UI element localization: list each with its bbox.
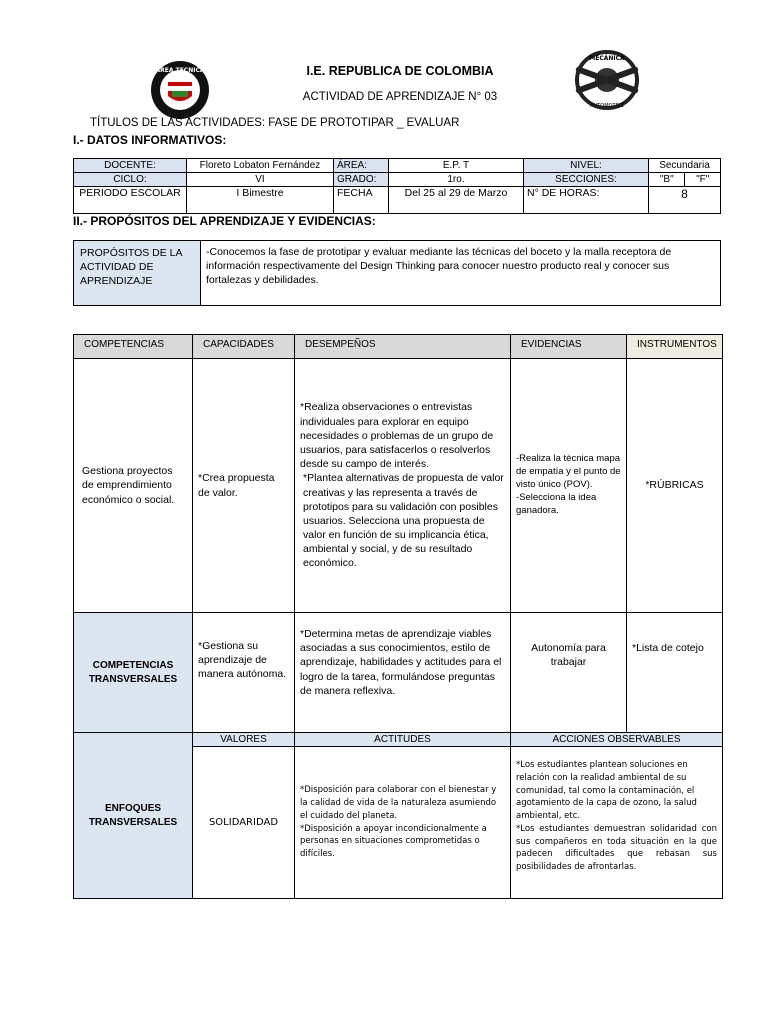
section-propositos: II.- PROPÓSITOS DEL APRENDIZAJE Y EVIDENCIAS: xyxy=(73,214,376,228)
accion-soluciones: *Los estudiantes plantean soluciones en relación con la realidad ambiental de su comunidad, tal como la contaminación, el agotamiento de la capa de ozono, la salud ambiental, etc. xyxy=(516,760,697,821)
evidencia-autonomia: Autonomía para trabajar xyxy=(531,642,606,669)
mecanica-automotriz-logo xyxy=(568,50,646,110)
secciones-label: SECCIONES: xyxy=(524,173,649,187)
instrumento-lista: *Lista de cotejo xyxy=(632,642,704,654)
docente-value: Floreto Lobaton Fernández xyxy=(187,159,334,173)
competencia-emprendimiento: Gestiona proyectos de emprendimiento económico o social. xyxy=(82,465,175,506)
purpose-label: PROPÓSITOS DE LA ACTIVIDAD DE APRENDIZAJE xyxy=(74,241,201,306)
evidencia-idea: -Selecciona la idea ganadora. xyxy=(516,491,597,516)
header-instrumentos: INSTRUMENTOS xyxy=(627,335,723,359)
fecha-value: Del 25 al 29 de Marzo xyxy=(389,187,524,214)
instrumento-rubricas: *RÚBRICAS xyxy=(645,479,704,492)
school-name: I.E. REPUBLICA DE COLOMBIA xyxy=(306,64,494,78)
desempeno-observaciones: *Realiza observaciones o entrevistas individuales para explorar en equipo necesidades o problemas de un grupo de usuarios, para satisfacerlos o resolverlos desde su campo de interés. xyxy=(300,401,494,471)
activity-number: ACTIVIDAD DE APRENDIZAJE N° 03 xyxy=(302,91,498,103)
info-table xyxy=(73,158,721,214)
purpose-text: -Conocemos la fase de prototipar y evaluar mediante las técnicas del boceto y la malla receptora de información respectivamente del Design Thinking para conocer nuestro producto real y conocer sus fortalezas y debilidades. xyxy=(201,241,721,306)
desempeno-alternativas: *Plantea alternativas de propuesta de valor creativas y las representa a través de prototipos para su validación con posibles usuarios. Selecciona una propuesta de valor en función de su implicancia ética, ambiental y social, y de su resultado económico. xyxy=(303,472,504,570)
header-capacidades: CAPACIDADES xyxy=(193,335,295,359)
area-tecnica-logo xyxy=(150,60,210,120)
actitud-apoyar: *Disposición a apoyar incondicionalmente a personas en situaciones comprometidas o difíciles. xyxy=(300,823,487,859)
grado-value: 1ro. xyxy=(389,173,524,187)
ciclo-value: VI xyxy=(187,173,334,187)
competencias-transversales: COMPETENCIAS TRANSVERSALES xyxy=(88,660,178,685)
section-datos: I.- DATOS INFORMATIVOS: xyxy=(73,133,227,147)
ciclo-label: CICLO: xyxy=(74,173,187,187)
actitud-colaborar: *Disposición para colaborar con el bienestar y la calidad de vida de la naturaleza asumiendo el cuidado del planeta. xyxy=(300,785,497,821)
capacidad-propuesta: *Crea propuesta de valor. xyxy=(198,472,275,499)
horas-value: 8 xyxy=(649,187,721,214)
nivel-value: Secundaria xyxy=(649,159,721,173)
area-label: ÁREA: xyxy=(334,159,389,173)
header-valores: VALORES xyxy=(193,733,295,747)
section-b: "B" xyxy=(649,173,685,187)
fecha-label: FECHA xyxy=(334,187,389,214)
accion-solidaridad: *Los estudiantes demuestran solidaridad con sus compañeros en toda situación en la que padecen dificultades que rebasan sus posibilidades de afrontarlas. xyxy=(516,823,717,872)
header-desempenos: DESEMPEÑOS xyxy=(295,335,511,359)
svg-text:AUTOMOTRIZ: AUTOMOTRIZ xyxy=(590,103,624,109)
header-acciones: ACCIONES OBSERVABLES xyxy=(511,733,723,747)
desempeno-metas: *Determina metas de aprendizaje viables asociadas a sus conocimientos, estilo de aprendizaje, habilidades y actitudes para el logro de la tarea, formulándose preguntas de manera reflexiva. xyxy=(300,628,502,697)
horas-label: N° DE HORAS: xyxy=(524,187,649,214)
competencies-table xyxy=(73,334,723,899)
header-actitudes: ACTITUDES xyxy=(295,733,511,747)
capacidad-gestiona: *Gestiona su aprendizaje de manera autónoma. xyxy=(198,640,287,681)
nivel-label: NIVEL: xyxy=(524,159,649,173)
periodo-label: PERIODO ESCOLAR xyxy=(74,187,187,214)
enfoques-transversales: ENFOQUES TRANSVERSALES xyxy=(88,803,178,828)
grado-label: GRADO: xyxy=(334,173,389,187)
header-competencias: COMPETENCIAS xyxy=(74,335,193,359)
periodo-value: I Bimestre xyxy=(187,187,334,214)
valor-solidaridad: SOLIDARIDAD xyxy=(208,817,279,828)
area-value: E.P. T xyxy=(389,159,524,173)
purpose-table xyxy=(73,240,721,306)
section-f: "F" xyxy=(685,173,721,187)
svg-text:MECÁNICA: MECÁNICA xyxy=(589,55,625,62)
docente-label: DOCENTE: xyxy=(74,159,187,173)
header-evidencias: EVIDENCIAS xyxy=(511,335,627,359)
activity-titles: TÍTULOS DE LAS ACTIVIDADES: FASE DE PROTOTIPAR _ EVALUAR xyxy=(90,117,460,129)
evidencia-mapa: -Realiza la técnica mapa de empatía y el punto de visto único (POV). xyxy=(516,453,621,491)
svg-text:AREA TECNICA: AREA TECNICA xyxy=(155,67,205,74)
